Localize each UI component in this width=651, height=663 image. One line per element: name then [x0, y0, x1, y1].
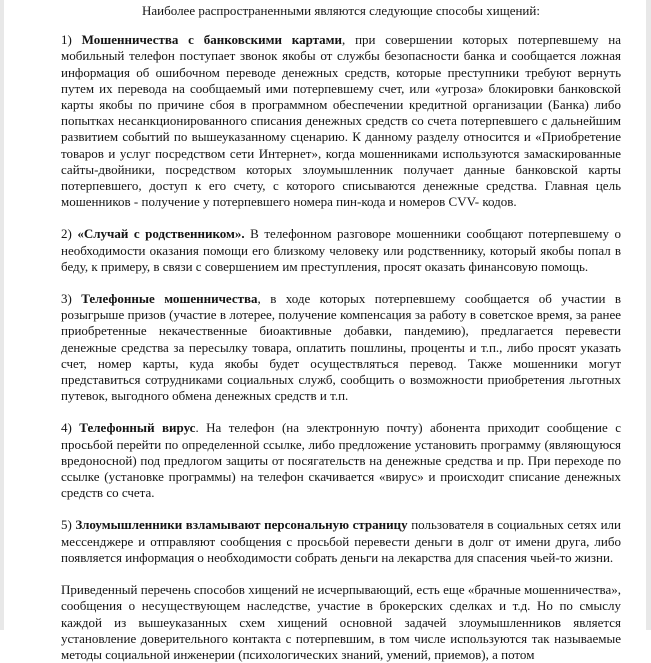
closing-paragraph: Приведенный перечень способов хищений не исчерпывающий, есть еще «брачные мошенничества», сообщения о несуществующем наследстве, участие в брокерских сделках и т.д. Но по смыслу каждой из вышеуказанных схем хищений основной задачей злоумышленников является установление доверительного контакта с потерпевшим, в том числе используются так называемые методы социальной инженерии (психологических знаний, умений, приемов), а потом [61, 582, 621, 662]
list-item-2 [61, 226, 621, 275]
window-frame-left [0, 0, 4, 630]
item-number: 5) [61, 517, 76, 533]
item-number: 1) [61, 32, 82, 48]
list-item-3 [61, 291, 621, 404]
intro-line: Наиболее распространенными являются следующие способы хищений: [142, 3, 540, 18]
list-item-4 [61, 420, 621, 501]
item-title: Телефонные мошенничества [81, 291, 258, 307]
item-title: Злоумышленники взламывают персональную страницу [75, 517, 408, 533]
window-frame-right [646, 0, 651, 630]
item-title: «Случай с родственником». [77, 226, 245, 242]
list-item-5 [61, 517, 621, 566]
item-title: Мошенничества с банковскими картами [81, 32, 343, 48]
item-text: В телефонном разговоре мошенники сообщают потерпевшему о необходимости оказания помощи его близкому человеку или родственнику, который якобы попал в беду, к примеру, в связи с совершением им преступления, просят оказать финансовую помощь. [61, 226, 621, 274]
item-number: 3) [61, 291, 82, 307]
list-item-1 [61, 32, 621, 210]
item-text: , при совершении которых потерпевшему на мобильный телефон поступает звонок якобы от службы безопасности банка и сообщается ложная информация об ошибочном переводе денежных средств, которые преступники требуют вернуть путем их перевода на сообщаемый ими потерпевшему счет, или «угроза» блокировки банковской карты якобы по причине сбоя в программном обеспечении кредитной организации (Банка) либо попытках несанкционированного списания денежных средств со счета потерпевшего с дальнейшим развитием событий по вышеуказанному сценарию. К данному разделу относится и «Приобретение товаров и услуг посредством сети Интернет», когда мошенниками используются замаскированные сайты-двойники, посредством которых злоумышленник получает данные банковской карты потерпевшего, доступ к его счету, с которого списываются денежные средства. Главная цель мошенников - получение у потерпевшего номера пин-кода и номеров CVV- кодов. [61, 32, 621, 210]
item-number: 4) [61, 420, 80, 436]
item-text: , в ходе которых потерпевшему сообщается об участии в розыгрыше призов (участие в лотерее, получение компенсация за работу в советское время, за ранее приобретенные некачественные биоактивные добавки, пандемию), предлагается перевести денежные средства за пересылку товара, оплатить пошлины, проценты и т.п., либо просят указать счет, номер карты, куда якобы будет осуществляться перевод. Также мошенники могут представиться сотрудниками социальных служб, сообщить о возможности приобретения льготных путевок, выгодного обмена денежных средств и т.п. [61, 291, 621, 404]
item-number: 2) [61, 226, 78, 242]
item-text: . На телефон (на электронную почту) абонента приходит сообщение с просьбой перейти по определенной ссылке, либо предложение установить программу (являющуюся вредоносной) под предлогом защиты от посягательств на денежные средства и пр. При переходе по ссылке (установке программы) на телефон скачивается «вирус» и происходит списание денежных средств со счета. [61, 420, 621, 501]
document-page [61, 3, 621, 663]
item-text: пользователя в социальных сетях или мессенджере и отправляют сообщения с просьбой перевести деньги в долг от имени друга, либо появляется информация о необходимости собрать деньги на лекарства для спасения чьей-то жизни. [61, 517, 621, 565]
item-title: Телефонный вирус [79, 420, 196, 436]
